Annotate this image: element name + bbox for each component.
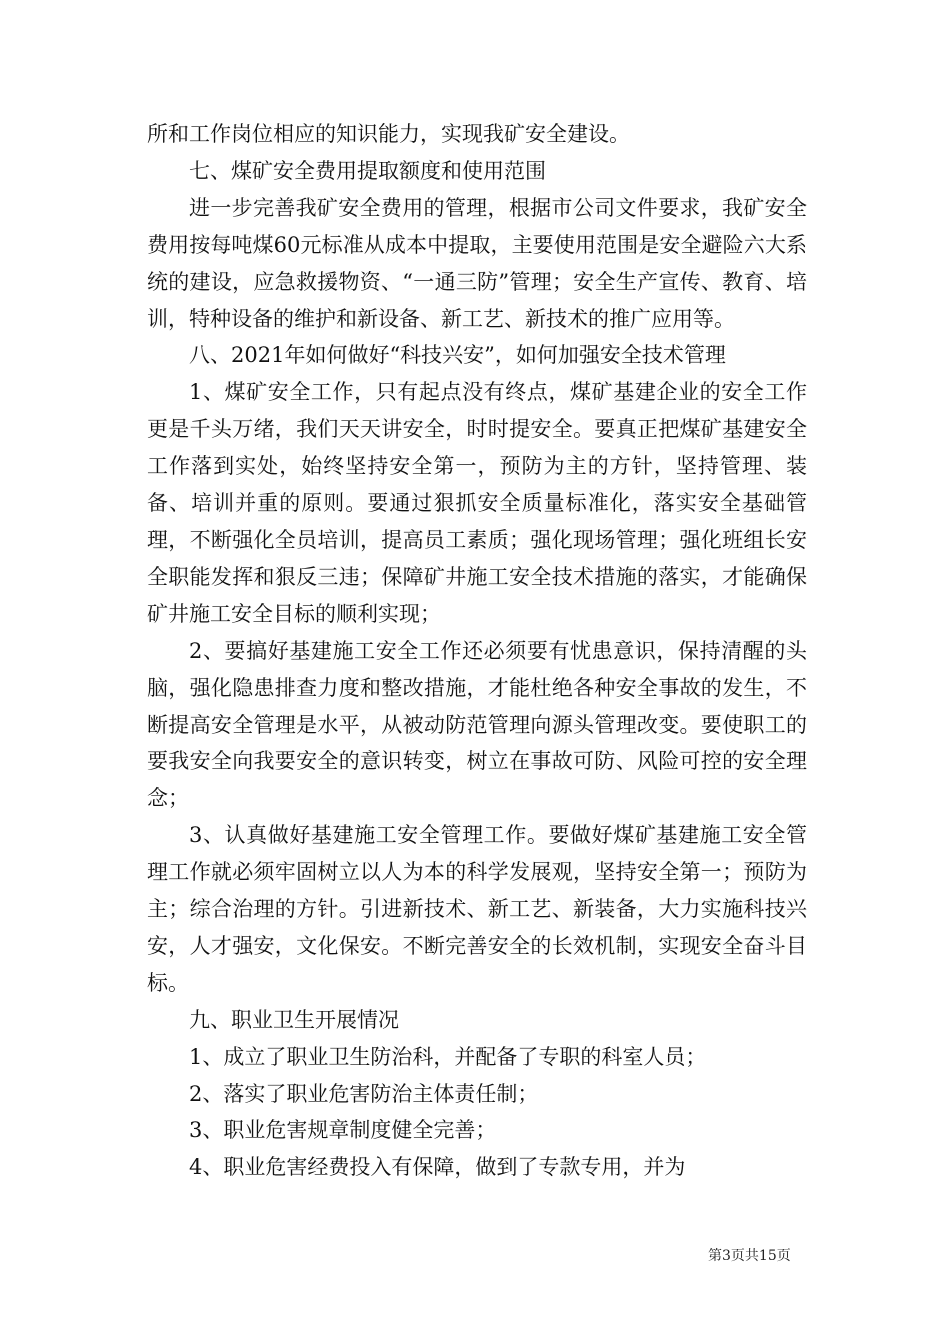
paragraph-item-3: 3、认真做好基建施工安全管理工作。要做好煤矿基建施工安全管理工作就必须牢固树立以人为本的科学发展观，坚持安全第一；预防为主；综合治理的方针。引进新技术、新工艺、新装备，大力实施科技兴安，人才强安，文化保安。不断完善安全的长效机制，实现安全奋斗目标。 [147, 823, 807, 995]
paragraph-item-1: 1、煤矿安全工作，只有起点没有终点，煤矿基建企业的安全工作更是千头万绪，我们天天讲安全，时时提安全。要真正把煤矿基建安全工作落到实处，始终坚持安全第一，预防为主的方针，坚持管理、装备、培训并重的原则。要通过狠抓安全质量标准化，落实安全基础管理，不断强化全员培训，提高员工素质；强化现场管理；强化班组长安全职能发挥和狠反三违；保障矿井施工安全技术措施的落实，才能确保矿井施工安全目标的顺利实现； [147, 380, 807, 626]
list-item-health-3: 3、职业危害规章制度健全完善； [189, 1118, 497, 1143]
heading-section-8: 八、2021年如何做好“科技兴安”，如何加强安全技术管理 [189, 343, 726, 368]
heading-section-9: 九、职业卫生开展情况 [189, 1007, 399, 1032]
list-item-health-2: 2、落实了职业危害防治主体责任制； [189, 1081, 539, 1106]
paragraph-safety-fees: 进一步完善我矿安全费用的管理，根据市公司文件要求，我矿安全费用按每吨煤60元标准从成本中提取，主要使用范围是安全避险六大系统的建设，应急救援物资、“一通三防”管理；安全生产宣传、教育、培训，特种设备的维护和新设备、新工艺、新技术的推广应用等。 [147, 195, 807, 331]
list-item-health-4: 4、职业危害经费投入有保障，做到了专款专用，并为 [189, 1155, 686, 1180]
list-item-health-1: 1、成立了职业卫生防治科，并配备了专职的科室人员； [189, 1044, 707, 1069]
paragraph-continuation: 所和工作岗位相应的知识能力，实现我矿安全建设。 [147, 122, 630, 146]
paragraph-item-2: 2、要搞好基建施工安全工作还必须要有忧患意识，保持清醒的头脑，强化隐患排查力度和整改措施，才能杜绝各种安全事故的发生，不断提高安全管理是水平，从被动防范管理向源头管理改变。要使职工的要我安全向我要安全的意识转变，树立在事故可防、风险可控的安全理念； [147, 638, 807, 811]
page-number-footer: 第3页共15页 [708, 1248, 791, 1264]
document-body [147, 116, 807, 1186]
heading-section-7: 七、煤矿安全费用提取额度和使用范围 [189, 158, 546, 183]
